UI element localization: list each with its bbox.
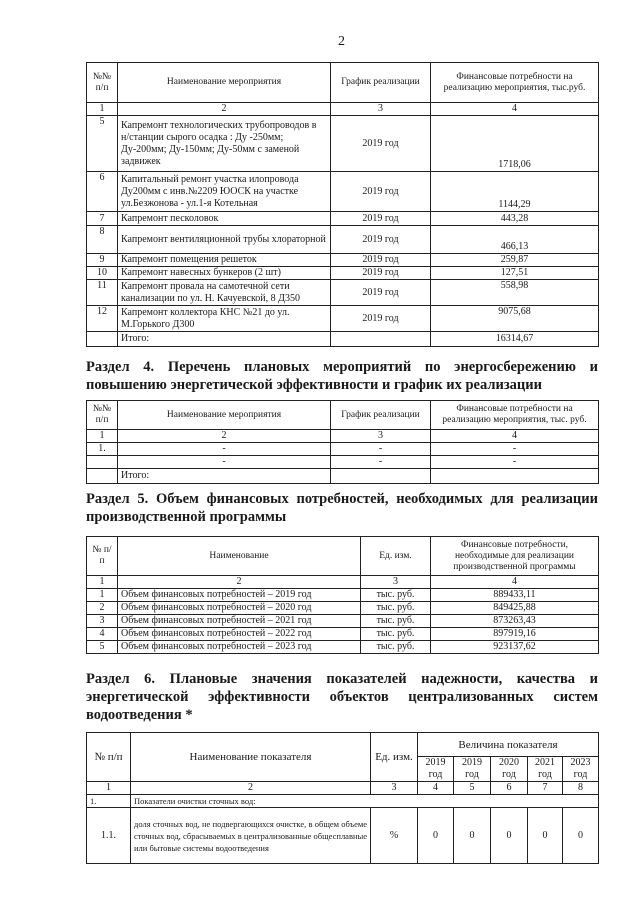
col-number: 3 xyxy=(371,782,418,795)
row-num: 1. xyxy=(87,443,118,456)
row-name: Капремонт технологических трубопроводов в н/станции сырого осадка : Ду -250мм; Ду-200мм; Ду-150мм; Ду-50мм с заменой задвижек xyxy=(118,116,331,172)
row-schedule: 2019 год xyxy=(331,267,431,280)
table-header xyxy=(87,401,599,430)
row-name: Капитальный ремонт участка илопровода Ду200мм с инв.№2209 ЮОСК на участке ул.Безжонова - ул.1-я Котельная xyxy=(118,172,331,212)
col-number: 7 xyxy=(528,782,563,795)
row-schedule: 2019 год xyxy=(331,306,431,332)
year-header: 2023 год xyxy=(563,757,599,782)
year-header: 2019 год xyxy=(418,757,454,782)
row-num: 10 xyxy=(87,267,118,280)
row-name: доля сточных вод, не подвергающихся очистке, в общем объеме сточных вод, сбрасываемых в централизованные общесплавные или бытовые системы водоотведения xyxy=(131,808,371,864)
col-number: 1 xyxy=(87,576,118,589)
table-row xyxy=(87,172,599,212)
col-number: 2 xyxy=(118,430,331,443)
row-amount: 466,13 xyxy=(431,226,599,254)
table-row xyxy=(87,628,599,641)
year-header: 2021 год xyxy=(528,757,563,782)
row-name: Объем финансовых потребностей – 2019 год xyxy=(118,589,361,602)
table-header xyxy=(87,63,599,103)
header-num: №№ п/п xyxy=(87,63,118,103)
col-number: 1 xyxy=(87,103,118,116)
page-number: 2 xyxy=(338,34,345,49)
header-amount: Финансовые потребности, необходимые для реализации производственной программы xyxy=(431,537,599,576)
table-row xyxy=(87,226,599,254)
row-unit: тыс. руб. xyxy=(361,641,431,654)
col-number: 2 xyxy=(118,576,361,589)
empty-cell xyxy=(331,332,431,347)
table-row xyxy=(87,280,599,306)
table-row xyxy=(87,456,599,469)
header-unit: Ед. изм. xyxy=(361,537,431,576)
row-schedule: 2019 год xyxy=(331,254,431,267)
group-name: Показатели очистки сточных вод: xyxy=(131,795,599,808)
row-amount: 1718,06 xyxy=(431,116,599,172)
header-unit: Ед. изм. xyxy=(371,733,418,782)
row-num: 12 xyxy=(87,306,118,332)
row-num xyxy=(87,456,118,469)
group-num: 1. xyxy=(87,795,131,808)
table-row xyxy=(87,589,599,602)
row-num: 2 xyxy=(87,602,118,615)
header-schedule: График реализации xyxy=(331,63,431,103)
row-name: Объем финансовых потребностей – 2020 год xyxy=(118,602,361,615)
table-row xyxy=(87,212,599,226)
section5-title: Раздел 5. Объем финансовых потребностей, необходимых для реализации производственной программы xyxy=(86,491,598,525)
row-name: Объем финансовых потребностей – 2023 год xyxy=(118,641,361,654)
total-row xyxy=(87,469,599,484)
col-number: 2 xyxy=(131,782,371,795)
column-numbers-row xyxy=(87,576,599,589)
section4-title: Раздел 4. Перечень плановых мероприятий по энергосбережению и повышению энергетической эффективности и график их реализации xyxy=(86,359,598,393)
header-name: Наименование мероприятия xyxy=(118,401,331,430)
total-label: Итого: xyxy=(118,469,331,484)
row-amount: 849425,88 xyxy=(431,602,599,615)
row-amount: 873263,43 xyxy=(431,615,599,628)
energy-saving-table xyxy=(86,400,599,484)
year-header: 2020 год xyxy=(491,757,528,782)
row-value: 0 xyxy=(491,808,528,864)
row-num: 3 xyxy=(87,615,118,628)
row-name: Капремонт навесных бункеров (2 шт) xyxy=(118,267,331,280)
row-num: 5 xyxy=(87,116,118,172)
row-value: 0 xyxy=(454,808,491,864)
header-amount: Финансовые потребности на реализацию мероприятия, тыс. руб. xyxy=(431,401,599,430)
row-num: 5 xyxy=(87,641,118,654)
row-schedule: 2019 год xyxy=(331,116,431,172)
row-num: 6 xyxy=(87,172,118,212)
row-schedule: - xyxy=(331,443,431,456)
row-num: 1.1. xyxy=(87,808,131,864)
row-num: 11 xyxy=(87,280,118,306)
row-name: Капремонт коллектора КНС №21 до ул. М.Горького Д300 xyxy=(118,306,331,332)
row-amount: 127,51 xyxy=(431,267,599,280)
table-row xyxy=(87,602,599,615)
row-num: 9 xyxy=(87,254,118,267)
row-amount: - xyxy=(431,443,599,456)
col-number: 3 xyxy=(331,103,431,116)
row-amount: 443,28 xyxy=(431,212,599,226)
row-num: 8 xyxy=(87,226,118,254)
header-amount: Финансовые потребности на реализацию мероприятия, тыс.руб. xyxy=(431,63,599,103)
table-row xyxy=(87,267,599,280)
header-num: № п/п xyxy=(87,537,118,576)
financial-needs-table xyxy=(86,536,599,654)
empty-cell xyxy=(331,469,431,484)
row-value: 0 xyxy=(418,808,454,864)
col-number: 3 xyxy=(331,430,431,443)
row-name: Объем финансовых потребностей – 2021 год xyxy=(118,615,361,628)
row-amount: 923137,62 xyxy=(431,641,599,654)
column-numbers-row xyxy=(87,430,599,443)
capital-repair-table xyxy=(86,62,599,347)
empty-cell xyxy=(87,332,118,347)
row-num: 7 xyxy=(87,212,118,226)
row-amount: 1144,29 xyxy=(431,172,599,212)
col-number: 5 xyxy=(454,782,491,795)
col-number: 1 xyxy=(87,782,131,795)
row-name: Объем финансовых потребностей – 2022 год xyxy=(118,628,361,641)
group-row xyxy=(87,795,599,808)
row-amount: 897919,16 xyxy=(431,628,599,641)
header-schedule: График реализации xyxy=(331,401,431,430)
header-name: Наименование показателя xyxy=(131,733,371,782)
year-header: 2019 год xyxy=(454,757,491,782)
column-numbers-row xyxy=(87,782,599,795)
row-schedule: 2019 год xyxy=(331,280,431,306)
table-row xyxy=(87,615,599,628)
table-header xyxy=(87,733,599,757)
row-schedule: 2019 год xyxy=(331,212,431,226)
row-name: Капремонт вентиляционной трубы хлораторной xyxy=(118,226,331,254)
col-number: 1 xyxy=(87,430,118,443)
empty-cell xyxy=(87,469,118,484)
row-name: Капремонт песколовок xyxy=(118,212,331,226)
total-label: Итого: xyxy=(118,332,331,347)
col-number: 4 xyxy=(418,782,454,795)
col-number: 8 xyxy=(563,782,599,795)
row-value: 0 xyxy=(563,808,599,864)
row-name: - xyxy=(118,456,331,469)
indicators-table xyxy=(86,732,599,864)
column-numbers-row xyxy=(87,103,599,116)
row-name: Капремонт провала на самотечной сети канализации по ул. Н. Качуевской, 8 Д350 xyxy=(118,280,331,306)
table-row xyxy=(87,254,599,267)
row-num: 1 xyxy=(87,589,118,602)
row-unit: % xyxy=(371,808,418,864)
header-value: Величина показателя xyxy=(418,733,599,757)
header-num: №№ п/п xyxy=(87,401,118,430)
row-num: 4 xyxy=(87,628,118,641)
col-number: 3 xyxy=(361,576,431,589)
total-row xyxy=(87,332,599,347)
row-schedule: 2019 год xyxy=(331,172,431,212)
row-unit: тыс. руб. xyxy=(361,602,431,615)
section6-title: Раздел 6. Плановые значения показателей надежности, качества и энергетической эффективности объектов централизованных систем водоотведения * xyxy=(86,671,598,723)
table-header xyxy=(87,537,599,576)
row-unit: тыс. руб. xyxy=(361,615,431,628)
table-row xyxy=(87,306,599,332)
header-name: Наименование мероприятия xyxy=(118,63,331,103)
col-number: 2 xyxy=(118,103,331,116)
col-number: 6 xyxy=(491,782,528,795)
row-amount: 558,98 xyxy=(431,280,599,306)
table-row xyxy=(87,116,599,172)
col-number: 4 xyxy=(431,103,599,116)
col-number: 4 xyxy=(431,576,599,589)
row-unit: тыс. руб. xyxy=(361,628,431,641)
row-name: Капремонт помещения решеток xyxy=(118,254,331,267)
table-row xyxy=(87,443,599,456)
row-schedule: 2019 год xyxy=(331,226,431,254)
row-amount: 259,87 xyxy=(431,254,599,267)
total-amount: 16314,67 xyxy=(431,332,599,347)
row-schedule: - xyxy=(331,456,431,469)
empty-cell xyxy=(431,469,599,484)
row-amount: 9075,68 xyxy=(431,306,599,332)
header-name: Наименование xyxy=(118,537,361,576)
header-num: № п/п xyxy=(87,733,131,782)
row-amount: 889433,11 xyxy=(431,589,599,602)
row-amount: - xyxy=(431,456,599,469)
table-row xyxy=(87,641,599,654)
col-number: 4 xyxy=(431,430,599,443)
table-row xyxy=(87,808,599,864)
row-name: - xyxy=(118,443,331,456)
row-value: 0 xyxy=(528,808,563,864)
row-unit: тыс. руб. xyxy=(361,589,431,602)
